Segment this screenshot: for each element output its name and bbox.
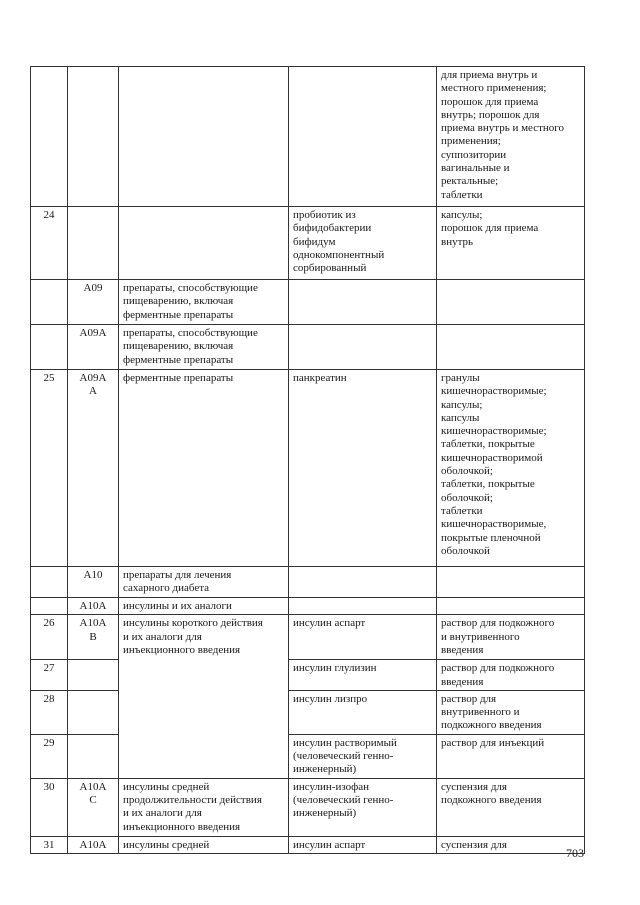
atc-code: A10A B — [68, 615, 119, 660]
row-number — [31, 325, 68, 370]
drug-name — [289, 280, 437, 325]
row-number: 30 — [31, 778, 68, 836]
atc-group: инсулины короткого действия и их аналоги для инъекционного введения — [119, 615, 289, 778]
row-number: 25 — [31, 370, 68, 567]
atc-group: препараты, способствующие пищеварению, включая ферментные препараты — [119, 280, 289, 325]
drug-name — [289, 567, 437, 598]
atc-code — [68, 690, 119, 734]
drug-name: инсулин лизпро — [289, 690, 437, 734]
drug-name: инсулин аспарт — [289, 615, 437, 660]
atc-code: A10 — [68, 567, 119, 598]
dosage-form — [437, 567, 585, 598]
row-number: 31 — [31, 836, 68, 853]
dosage-form: раствор для подкожного и внутривенного введения — [437, 615, 585, 660]
table-row — [31, 836, 585, 853]
dosage-form — [437, 325, 585, 370]
drug-name — [289, 598, 437, 615]
page-number: 703 — [566, 846, 584, 860]
dosage-form — [437, 598, 585, 615]
dosage-form: раствор для инъекций — [437, 734, 585, 778]
atc-group: инсулины средней — [119, 836, 289, 853]
dosage-form: суспензия для — [437, 836, 585, 853]
row-number: 29 — [31, 734, 68, 778]
table-row — [31, 325, 585, 370]
drug-name: панкреатин — [289, 370, 437, 567]
table-row — [31, 734, 585, 778]
table-row — [31, 660, 585, 691]
row-number — [31, 598, 68, 615]
dosage-form: раствор для подкожного введения — [437, 660, 585, 691]
atc-code: A10A — [68, 598, 119, 615]
atc-group: ферментные препараты — [119, 370, 289, 567]
table-row — [31, 778, 585, 836]
atc-group: препараты, способствующие пищеварению, включая ферментные препараты — [119, 325, 289, 370]
table-row — [31, 567, 585, 598]
atc-code: A10A — [68, 836, 119, 853]
atc-code: A09 — [68, 280, 119, 325]
drug-name: инсулин аспарт — [289, 836, 437, 853]
atc-code: A09A A — [68, 370, 119, 567]
table-row — [31, 67, 585, 207]
table-row — [31, 598, 585, 615]
dosage-form: для приема внутрь и местного применения; порошок для приема внутрь; порошок для приема внутрь и местного применения; суппозитории вагинальные и ректальные; таблетки — [437, 67, 585, 207]
atc-code — [68, 734, 119, 778]
row-number — [31, 567, 68, 598]
atc-code: A09A — [68, 325, 119, 370]
dosage-form — [437, 280, 585, 325]
atc-code — [68, 660, 119, 691]
atc-group — [119, 207, 289, 280]
atc-code: A10A C — [68, 778, 119, 836]
atc-code — [68, 207, 119, 280]
drug-name: инсулин-изофан (человеческий генно- инженерный) — [289, 778, 437, 836]
table-row — [31, 690, 585, 734]
dosage-form: капсулы; порошок для приема внутрь — [437, 207, 585, 280]
drug-table — [30, 66, 585, 854]
row-number: 24 — [31, 207, 68, 280]
drug-name: инсулин глулизин — [289, 660, 437, 691]
row-number — [31, 67, 68, 207]
table-row — [31, 370, 585, 567]
atc-group: инсулины средней продолжительности действия и их аналоги для инъекционного введения — [119, 778, 289, 836]
table-row — [31, 280, 585, 325]
dosage-form: суспензия для подкожного введения — [437, 778, 585, 836]
row-number: 28 — [31, 690, 68, 734]
drug-name — [289, 67, 437, 207]
table-row — [31, 207, 585, 280]
row-number: 26 — [31, 615, 68, 660]
dosage-form: гранулы кишечнорастворимые; капсулы; капсулы кишечнорастворимые; таблетки, покрытые кишечнорастворимой оболочкой; таблетки, покрытые оболочкой; таблетки кишечнорастворимые, покрытые пленочной оболочкой — [437, 370, 585, 567]
drug-name: инсулин растворимый (человеческий генно- инженерный) — [289, 734, 437, 778]
drug-name: пробиотик из бифидобактерии бифидум однокомпонентный сорбированный — [289, 207, 437, 280]
atc-code — [68, 67, 119, 207]
table-row — [31, 615, 585, 660]
row-number — [31, 280, 68, 325]
atc-group: препараты для лечения сахарного диабета — [119, 567, 289, 598]
atc-group: инсулины и их аналоги — [119, 598, 289, 615]
row-number: 27 — [31, 660, 68, 691]
atc-group — [119, 67, 289, 207]
drug-name — [289, 325, 437, 370]
dosage-form: раствор для внутривенного и подкожного введения — [437, 690, 585, 734]
